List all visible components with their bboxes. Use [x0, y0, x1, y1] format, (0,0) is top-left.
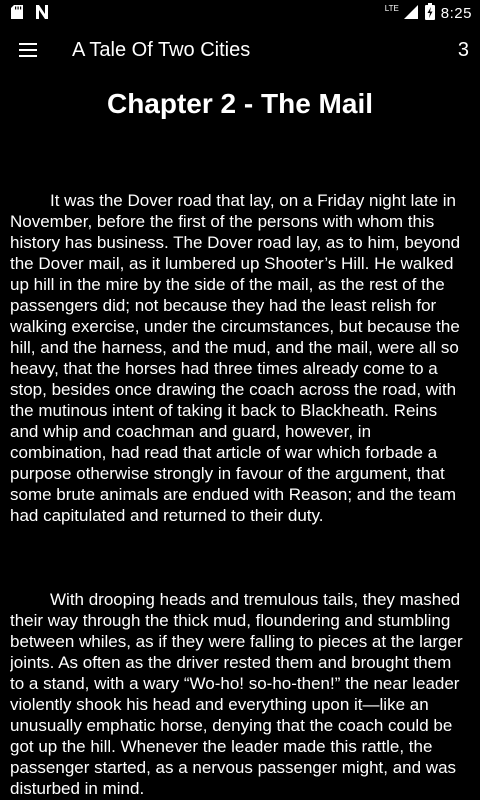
sd-card-icon	[10, 4, 24, 23]
status-time: 8:25	[440, 4, 472, 22]
status-bar-notifications	[10, 4, 50, 23]
network-type-label: LTE	[384, 3, 399, 13]
battery-charging-icon	[425, 3, 435, 23]
paragraph: With drooping heads and tremulous tails, they mashed their way through the thick mud, floundering and stumbling between whiles, as if they were falling to pieces at the larger joints. As often as the driver rested them and brought them to a stand, with a wary “Wo-ho! so-ho-then!” the near leader violently shook his head and everything upon it—like an unusually emphatic horse, denying that the coach could be got up the hill. Whenever the leader made this rattle, the passenger started, as a nervous passenger might, and was disturbed in mind.	[10, 590, 463, 798]
app-bar	[0, 24, 480, 76]
chapter-title: Chapter 2 - The Mail	[106, 88, 374, 119]
status-bar-system	[385, 3, 472, 23]
signal-icon	[403, 4, 419, 23]
book-title: A Tale Of Two Cities	[72, 39, 251, 61]
paragraph: It was the Dover road that lay, on a Friday night late in November, before the first of the persons with whom this history has business. The Dover road lay, as to him, beyond the Dover mail, as it lumbered up Shooter’s Hill. He walked up hill in the mire by the side of the mail, as the rest of the passengers did; not because they had the least relish for walking exercise, under the circumstances, but because the hill, and the harness, and the mud, and the mail, were all so heavy, that the horses had three times already come to a stop, besides once drawing the coach across the road, with the mutinous intent of taking it back to Blackheath. Reins and whip and coachman and guard, however, in combination, had read that article of war which forbade a purpose otherwise strongly in favour of the argument, that some brute animals are endued with Reason; and the team had capitulated and returned to their duty.	[10, 191, 461, 525]
n-notification-icon	[34, 4, 50, 23]
page-number: 3	[457, 39, 469, 61]
status-bar	[0, 0, 480, 24]
reader-content[interactable]	[10, 80, 470, 800]
hamburger-menu-icon[interactable]	[12, 34, 44, 66]
